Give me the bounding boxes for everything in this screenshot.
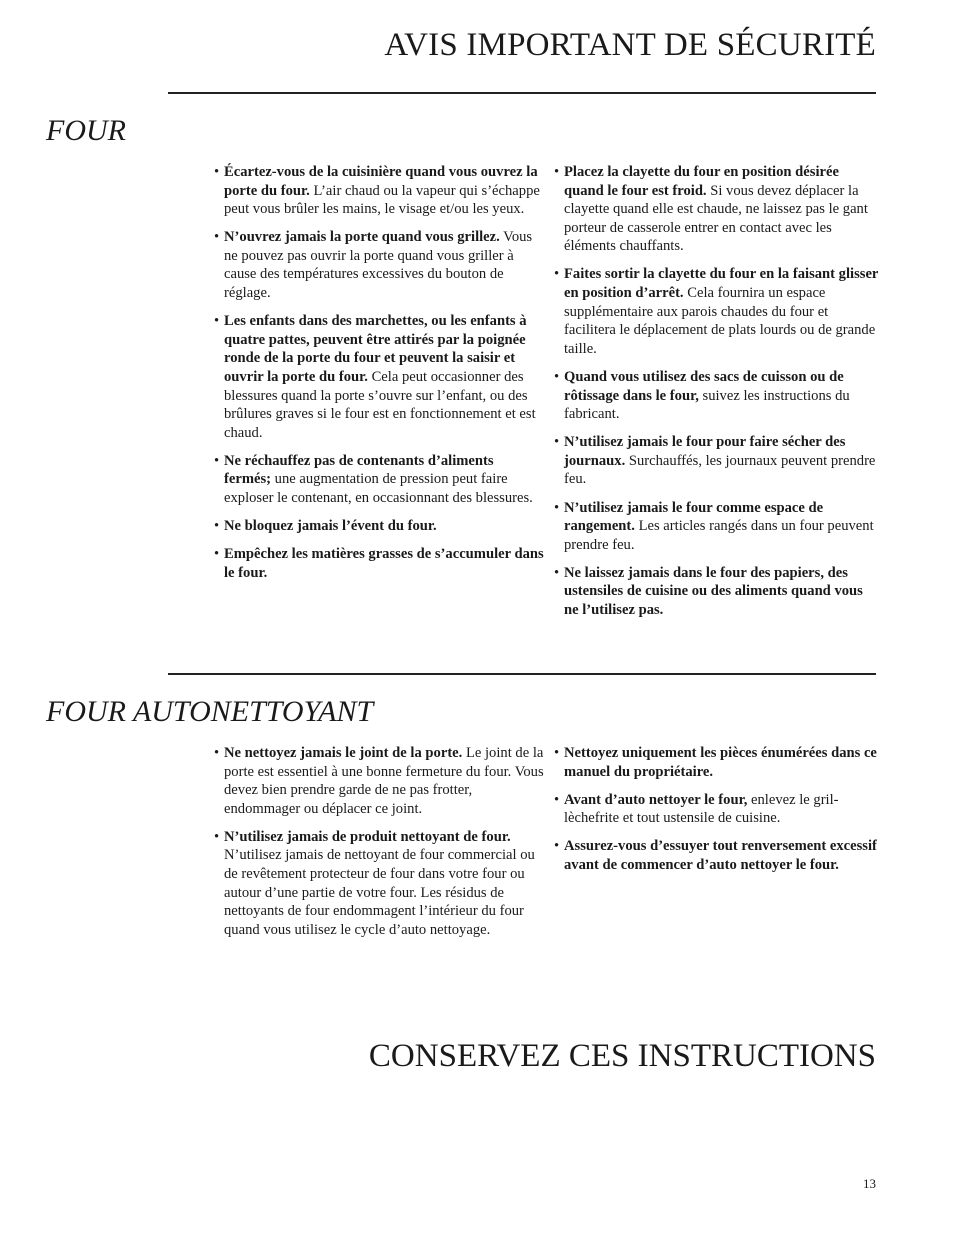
item-emphasis: N’utilisez jamais le four comme espace de rangement. (564, 499, 824, 535)
autonettoyant-list-right (554, 744, 879, 884)
item-emphasis: Ne laissez jamais dans le four des papiers, des ustensiles de cuisine ou des aliments quand vous ne l’utilisez pas. (564, 564, 863, 618)
list-item (214, 828, 544, 940)
item-emphasis: N’ouvrez jamais la porte quand vous grillez. (224, 229, 500, 246)
page-number: 13 (863, 1176, 876, 1191)
item-text: L’air chaud ou la vapeur qui s’échappe peut vous brûler les mains, le visage et/ou les yeux. (224, 182, 540, 218)
item-text: Les articles rangés dans un four peuvent prendre feu. (564, 518, 874, 553)
list-item (214, 163, 544, 219)
item-text: N’utilisez jamais de nettoyant de four commercial ou de revêtement protecteur de four dans votre four ou autour d’une partie de votre four. Les résidus de nettoyants de four endommagent l’intérieur du four quand vous utilisez le cycle d’auto nettoyage. (224, 847, 535, 938)
page-title: AVIS IMPORTANT DE SÉCURITÉ (384, 27, 876, 63)
item-emphasis: N’utilisez jamais le four pour faire sécher des journaux. (564, 434, 846, 469)
item-text: suivez les instructions du fabricant. (564, 387, 850, 423)
item-emphasis: Écartez-vous de la cuisinière quand vous ouvrez la porte du four. (224, 164, 538, 199)
list-item (554, 163, 879, 256)
item-emphasis: Assurez-vous d’essuyer tout renversement excessif avant de commencer d’auto nettoyer le four. (564, 838, 877, 873)
list-item (554, 499, 879, 555)
item-emphasis: Empêchez les matières grasses de s’accumuler dans le four. (224, 546, 544, 581)
autonettoyant-list-left (214, 744, 544, 949)
list-item (554, 791, 879, 828)
list-item (214, 228, 544, 302)
item-text: Vous ne pouvez pas ouvrir la porte quand vous griller à cause des températures excessives du bouton de réglage. (224, 229, 533, 302)
list-item (554, 837, 879, 874)
section-title-four-autonettoyant: FOUR AUTONETTOYANT (46, 695, 374, 728)
list-item (554, 744, 879, 781)
item-text: Si vous devez déplacer la clayette quand elle est chaude, ne laissez pas le gant porteur de casserole entrer en contact avec les éléments chauffants. (564, 182, 868, 255)
item-emphasis: Placez la clayette du four en position désirée quand le four est froid. (564, 164, 839, 199)
item-text: Cela fournira un espace supplémentaire aux parois chaudes du four et facilitera le déplacement de plats lourds ou de grande taille. (564, 285, 876, 357)
list-item (214, 312, 544, 442)
four-safety-list-left (214, 163, 544, 592)
four-safety-list-right (554, 163, 879, 629)
list-item (554, 265, 879, 358)
list-item (214, 545, 544, 582)
section-divider (168, 673, 876, 675)
item-text: enlevez le gril-lèchefrite et tout ustensile de cuisine. (564, 791, 839, 827)
item-emphasis: Faites sortir la clayette du four en la faisant glisser en position d’arrêt. (564, 266, 879, 302)
item-emphasis: Quand vous utilisez des sacs de cuisson ou de rôtissage dans le four, (564, 368, 844, 404)
item-text: Cela peut occasionner des blessures quand la porte s’ouvre sur l’enfant, ou des brûlures graves si le four est en fonctionnement et est chaud. (224, 368, 536, 441)
list-item (554, 368, 879, 424)
item-emphasis: Ne nettoyez jamais le joint de la porte. (224, 745, 463, 761)
list-item (554, 433, 879, 489)
item-text: Le joint de la porte est essentiel à une bonne fermeture du four. Vous devez bien prendre garde de ne pas frotter, endommager ou déplacer ce joint. (224, 745, 544, 817)
item-text: une augmentation de pression peut faire exploser le contenant, en occasionnant des blessures. (224, 471, 533, 506)
item-emphasis: Les enfants dans des marchettes, ou les enfants à quatre pattes, peuvent être attirés par la poignée ronde de la porte du four et peuvent la saisir et ouvrir la porte du four. (224, 313, 527, 385)
list-item (554, 564, 879, 620)
item-emphasis: Ne réchauffez pas de contenants d’aliments fermés; (224, 452, 494, 488)
item-emphasis: N’utilisez jamais de produit nettoyant de four. (224, 828, 511, 845)
item-emphasis: Ne bloquez jamais l’évent du four. (224, 518, 437, 535)
section-title-four: FOUR (46, 114, 126, 147)
item-emphasis: Avant d’auto nettoyer le four, (564, 791, 748, 808)
list-item (214, 452, 544, 508)
closing-title: CONSERVEZ CES INSTRUCTIONS (368, 1038, 876, 1074)
section-divider (168, 92, 876, 94)
item-text: Surchauffés, les journaux peuvent prendre feu. (564, 452, 876, 488)
item-emphasis: Nettoyez uniquement les pièces énumérées dans ce manuel du propriétaire. (564, 745, 877, 780)
list-item (214, 744, 544, 818)
list-item (214, 517, 544, 536)
